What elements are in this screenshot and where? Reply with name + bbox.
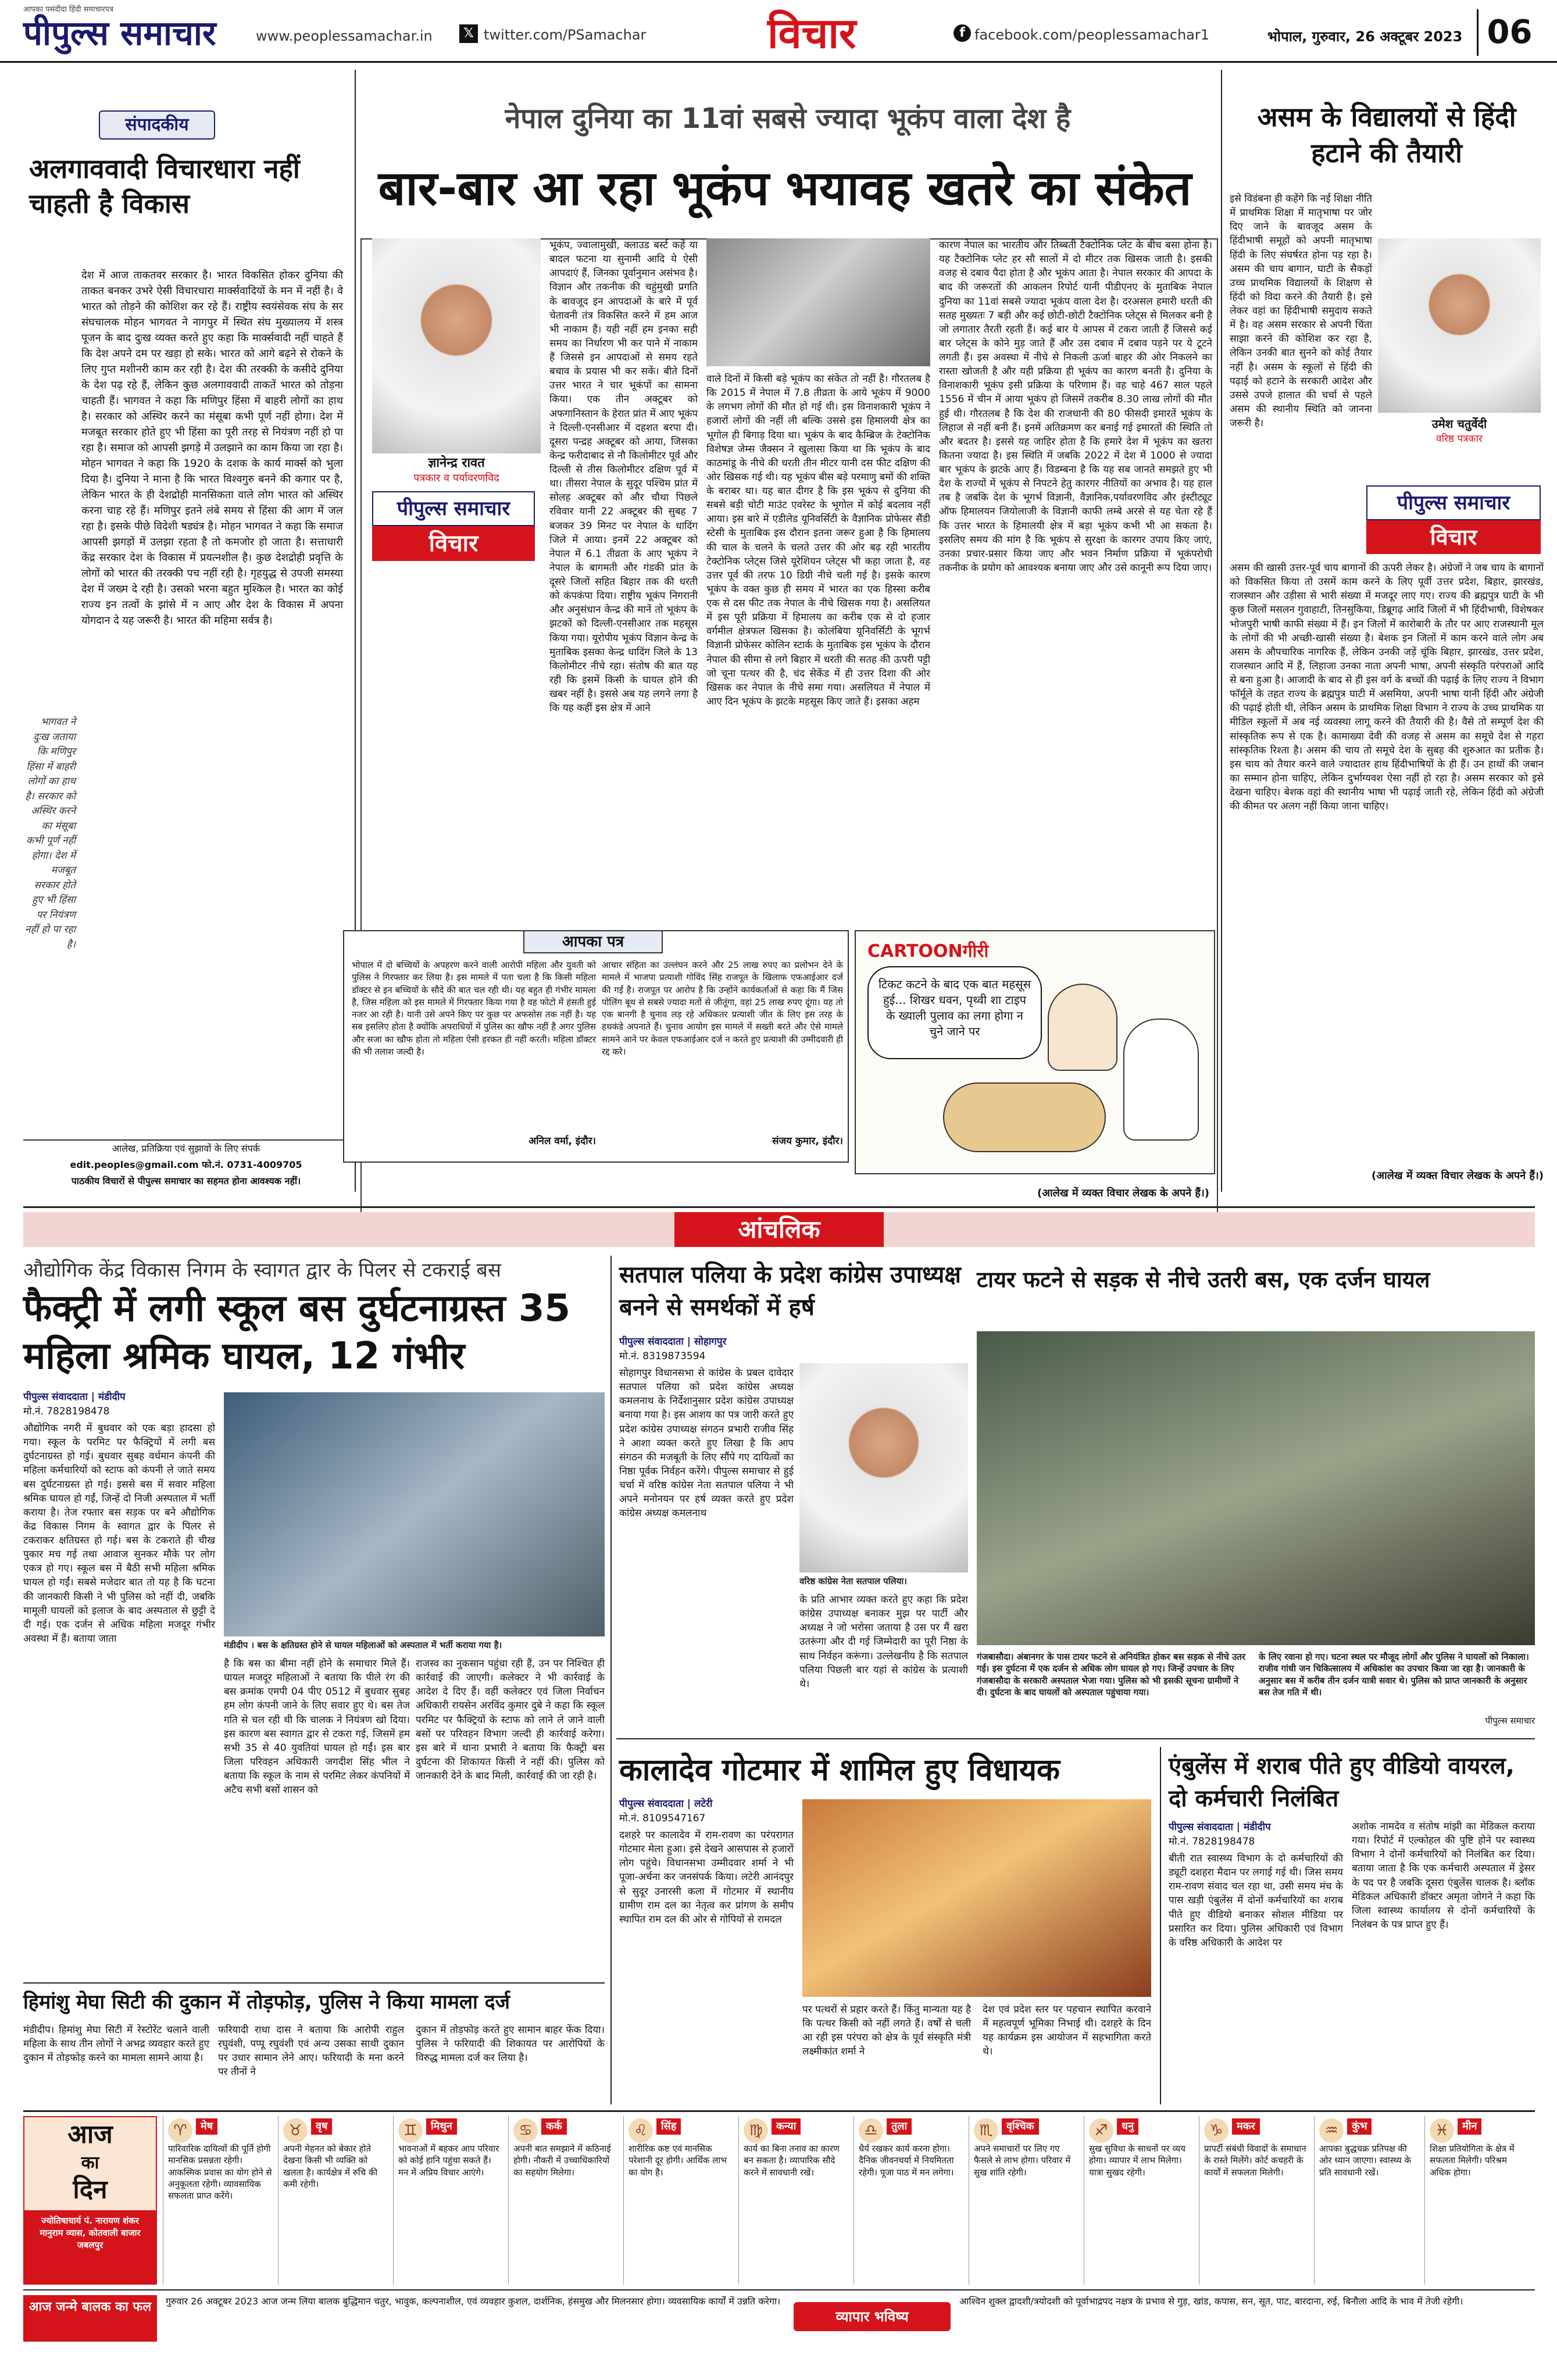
- regional-banner: [23, 1212, 1535, 1247]
- rashi-text: भावनाओं में बहकर आप परिवार को कोई हानि पहुंचा सकते हैं। मन में अप्रिय विचार आएंगे।: [398, 2143, 499, 2178]
- himanshu-col3: दुकान में तोड़फोड़ करते हुए सामान बाहर फेंक दिया। पुलिस ने फरियादी की शिकायत पर आरोपियों के विरुद्ध मामला दर्ज कर लिया है।: [416, 2024, 605, 2064]
- rashi-dhanu: [1084, 2116, 1199, 2285]
- rashi-text: शारीरिक कष्ट एवं मानसिक परेशानी दूर होगी। आर्थिक लाभ का योग है।: [628, 2143, 727, 2178]
- cancer-icon: ♋: [513, 2118, 538, 2143]
- earthquake-footnote: (आलेख में व्यक्त विचार लेखक के अपने हैं।): [1037, 1187, 1209, 1199]
- rashi-name: धनु: [1117, 2118, 1138, 2135]
- letter-2-signature: संजय कुमार, इंदौर।: [772, 1135, 843, 1147]
- kaladev-col2: पर पत्थरों से प्रहार करते हैं। किंतु मान्यता यह है कि पत्थर किसी को नहीं लगते हैं। वर्षों से चली आ रही इस परंपरा को क्षेत्र के पूर्व संस्कृति मंत्री लक्ष्मीकांत शर्मा ने: [802, 2004, 971, 2058]
- rashi-name: वृष: [311, 2118, 332, 2135]
- ambulance-headline: एंबुलेंस में शराब पीते हुए वीडियो वायरल, दो कर्मचारी निलंबित: [1169, 1753, 1515, 1812]
- rashi-vrish: [278, 2116, 393, 2285]
- cartoon-sofa: [943, 1082, 1106, 1152]
- aries-icon: ♈: [168, 2118, 192, 2143]
- section-divider: [23, 1206, 1535, 1208]
- born-today-text: गुरुवार 26 अक्टूबर 2023 आज जन्म लिया बालक बुद्धिमान चतुर, भावुक, कल्पनाशील, एवं व्यवहार कुशल, दार्शनिक, हंसमुख और मिलनसार होगा। व्यवसायिक कार्यों में उन्नति करेगा।: [166, 2296, 781, 2307]
- taurus-icon: ♉: [283, 2118, 308, 2143]
- author-photo-gyanendra: [372, 238, 541, 453]
- contact-disclaimer: पाठकीय विचारों से पीपुल्स समाचार का सहमत होना आवश्यक नहीं।: [71, 1175, 301, 1187]
- business-forecast-text: आश्विन शुक्ल द्वादशी/त्रयोदशी को पूर्वाभाद्रपद नक्षत्र के प्रभाव से गुड़, खांड, कपास, सन, सूत, पाट, बारदाना, रुई, बिनौला आदि के भाव में तेजी रहेगी।: [959, 2296, 1463, 2307]
- earthquake-col1-text: भूकंप, ज्वालामुखी, क्लाउड बर्स्ट कहें या बादल फटना या सुनामी आदि ये ऐसी आपदाएं हैं, जिनका पूर्वानुमान असंभव है। विज्ञान और तकनीक की चहुंमुखी प्रगति के बावजूद इन आपदाओं के बारे में पूर्व चेतावनी तंत्र विकसित करने में हम आज भी नाकाम हैं। यही नहीं हम इनका सही समय का निर्धारण भी कर पाने में नाकाम हैं जिससे इन आपदाओं से समय रहते बचाव के प्रयास भी कर सकें। बीते दिनों उत्तर भारत ने चार भूकंपों का सामना किया। एक तीन अक्टूबर को अफगानिस्तान के हेरात प्रांत में आए भूकंप ने दिल्ली-एनसीआर में दहशत बरपा दी। दूसरा पन्द्रह अक्टूबर को आया, जिसका केन्द्र फरीदाबाद से नौ किलोमीटर पूर्व और दिल्ली से तीस किलोमीटर दक्षिण पूर्व में था। तीसरा नेपाल के सुदूर पश्चिम प्रांत में सोलह अक्टूबर को और चौथा पिछले रविवार यानी 22 अक्टूबर की सुबह 7 बजकर 39 मिनट पर नेपाल के धादिंग जिले में आया। इनमें 22 अक्टूबर को नेपाल में 6.1 तीव्रता के आए भूकंप ने नेपाल के बागमती और गंडकी प्रांत के दूसरे जिलों सहित बिहार तक की धरती को कंपकंपा दिया। राष्ट्रीय भूकंप निगरानी और अनुसंधान केन्द्र की मानें तो भूकंप के झटकों को दिल्ली-एनसीआर तक महसूस किया गया। यूरोपीय भूकंप विज्ञान केन्द्र के मुताबिक इसका केन्द्र धादिंग जिले के 13 किलोमीटर नीचे रहा। संतोष की बात यह रही कि इसमें किसी के घायल होने की खबर नहीं है। इससे अब यह लगने लगा है कि यह कहीं इस क्षेत्र में आने: [549, 240, 698, 714]
- capricorn-icon: ♑: [1204, 2118, 1229, 2143]
- rashi-name: कुंभ: [1347, 2118, 1372, 2135]
- bus-headline: फैक्ट्री में लगी स्कूल बस दुर्घटनाग्रस्त 35 महिला श्रमिक घायल, 12 गंभीर: [23, 1287, 570, 1378]
- section-title: विचार: [767, 8, 856, 58]
- kaladev-col3: देश एवं प्रदेश स्तर पर पहचान स्थापित करवाने में महत्वपूर्ण भूमिका निभाई थी। दशहरे के दिन यह कार्यक्रम इस आयोजन में सहभागिता करते थे।: [983, 2004, 1151, 2058]
- column-rule: [1221, 70, 1222, 1192]
- letter-1-signature: अनिल वर्मा, इंदौर।: [528, 1135, 596, 1147]
- earthquake-text-col2: वाले दिनों में किसी बड़े भूकंप का संकेत तो नहीं है। गौरतलब है कि 2015 में नेपाल में 7.8 तीव्रता के आये भूकंप में 9000 के लगभग लोगों की मौत हो गई थी। इस विनाशकारी भूकंप ने हजारों लोगों की नहीं ली बल्कि उससे इस हिमालयी क्षेत्र का भूगोल ही बिगाड़ दिया था। भूकंप के बाद कैम्ब्रिज के टेक्टोनिक विशेषज्ञ जेम्स जैक्सन ने खुलासा किया था कि भूकंप के बाद काठमांडू के नीचे की धरती तीन मीटर यानी दस फीट दक्षिण की ओर खिसक गई थी। यह भूकंप बीस बड़े परमाणु बमों की शक्ति के बराबर था। यह बात दीगर है कि इस भूकंप से दुनिया की सबसे बड़ी चोटी माउंट एवरेस्ट के भूगोल में कोई बदलाव नहीं आया। इस बारे में एडीलेड यूनिवर्सिटी के वैज्ञानिक प्रोफेसर सैंडी स्टेसी के मुताबिक इस दौरान इतना जरूर हुआ है कि हिमालय की चाल के चलने के चलते उत्तर की ओर बढ़ रही भारतीय टेक्टोनिक प्लेट्स जिसे यूरेशियन प्लेट्स भी कहा जाता है, वह उत्तर पूर्व की तरफ 10 डिग्री नीचे चली गई है। इसके कारण भूकंप के वक्त कुछ ही समय में भारत का एक हिस्सा करीब एक से दस फीट तक नेपाल के नीचे खिसक गया है। असलियत में इस पूरी प्रक्रिया में हिमालय का करीब एक से दो हजार वर्गमील क्षेत्रफल खिसका है। कोलंबिया यूनिवर्सिटी के भूगर्भ विज्ञानी प्रोफेसर कोलिन स्टार्क के मुताबिक इस भूकंप के दौरान नेपाल की सीमा से लगे बिहार में धरती की सतह की ऊपरी पट्टी जो चूना पत्थर की है, चंद सेकेंड में ही उत्तर दिशा की ओर खिसक कर नेपाल के नीचे समा गया। असलियत में नेपाल में आए दिन भूकंप के झटके महसूस किए जाते हैं। इसका अहम: [706, 373, 930, 707]
- column-rule: [610, 1256, 612, 2104]
- x-twitter-icon: 𝕏: [459, 24, 478, 43]
- ambulance-body: बीती रात स्वास्थ्य विभाग के दो कर्मचारियों की ड्यूटी दशहरा मैदान पर लगाई गई थी। जिस समय राम-रावण संवाद चल रहा था, उसी समय मंच के पास खड़ी एंबुलेंस में दोनों कर्मचारियों का शराब पीते हुए वीडियो बनाकर सोशल मीडिया पर प्रसारित कर दिया। पुलिस अधिकारी एवं विभाग के वरिष्ठ अधिकारी के आदेश पर: [1169, 1853, 1343, 1949]
- letters-title: आपका पत्र: [523, 930, 663, 953]
- assam-badge-logo: [1366, 485, 1541, 520]
- rashi-meen: [1424, 2116, 1535, 2285]
- page-number: 06: [1477, 9, 1541, 56]
- editorial-pullquote: भागवत ने दुःख जताया कि मणिपुर हिंसा में बाहरी लोगों का हाथ है। सरकार को अस्थिर करने का मंसूबा कभी पूर्ण नहीं होगा। देश में मजबूत सरकार होते हुए भी हिंसा पर नियंत्रण नहीं हो पा रहा है।: [25, 716, 76, 950]
- earthquake-text-col3: कारण नेपाल का भारतीय और तिब्बती टैक्टोनिक प्लेट के बीच बसा होना है। यह टैक्टोनिक प्लेट हर सौ सालों में दो मीटर तक खिसक जाती है। इसकी वजह से दबाव पैदा होता है और भूकंप आता है। नेपाल सरकार की आपदा के बाद की जरूरतों की आकलन रिपोर्ट यानी पीडीएनए के मुताबिक नेपाल दुनिया का 11वां सबसे ज्यादा भूकंप वाला देश है। दरअसल हमारी धरती की सतह मुख्यतः 7 बड़ी और कई छोटी-छोटी टैक्टोनिक प्लेट्स से मिलकर बनी है जो लगातार तैरती रहती हैं। कई बार ये आपस में टकरा जाती हैं जिससे कई बार प्लेट्स के कोने मुड़ जाते हैं और उस दबाव में दबाव पड़ने पर ये टूटने लगती हैं। इस अवस्था में नीचे से निकली ऊर्जा बाहर की ओर निकलने का रास्ता खोजती है और यही प्रक्रिया ही भूकंप का कारण बनती है। दुनिया के विनाशकारी भूकंप इसी प्रक्रिया के परिणाम हैं। वह चाहे 467 साल पहले 1556 में चीन में आया भूकंप हो जिसमें तकरीब 8.30 लाख लोगों की मौत हुई थी। गौरतलब है कि देश की राजधानी की 80 फीसदी इमारतें भूकंप के लिहाज से नहीं बनी हैं। इनमें अतिक्रमण कर बनाई गई इमारतों की स्थिति तो और बदतर है। इससे यह जाहिर होता है कि हमारे देश में भूकंप का खतरा कितना ज्यादा है। इस स्थिति में जबकि 2022 में देश में 1000 से ज्यादा बार भूकंप के झटके आए हैं। विडम्बना है कि यह सब जानते समझते हुए भी देश के राज्यों में भूकंप से निपटने हेतु कारगर नीतियों का अभाव है। यह हाल तब है जबकि देश के भूगर्भ विज्ञानी, वैज्ञानिक,पर्यावरणविद और इंस्टीट्यूट ऑफ हिमालयन जियोलाजी के विज्ञानी काफी लम्बे अरसे से यह चेता रहे हैं कि उत्तर भारत के हिमालयी क्षेत्र में बड़ा भूकंप कभी भी आ सकता है। इसलिए समय की मांग है कि भूकंप से सुरक्षा के कारगर उपाय किए जाएं, उनका प्रचार-प्रसार किया जाए और भवन निर्माण प्रक्रिया में भूकंपरोधी तकनीक के प्रयोग को आवश्यक बनाया जाए और उसे कानूनी रूप दिया जाए।: [939, 240, 1212, 574]
- rashifal-title-box: [23, 2116, 157, 2285]
- rashi-text: अपने समाचारों पर लिए गए फैसले से लाभ होगा। परिवार में सुख शांति रहेगी।: [974, 2143, 1071, 2178]
- rashi-name: कर्क: [541, 2118, 567, 2135]
- satpal-mobile: मो.नं. 8319873594: [619, 1350, 706, 1362]
- satpal-headline: सतपाल पलिया के प्रदेश कांग्रेस उपाध्यक्ष बनने से समर्थकों में हर्ष: [619, 1262, 961, 1321]
- kaladev-headline: कालादेव गोटमार में शामिल हुए विधायक: [619, 1753, 1060, 1788]
- rashi-kanya: [738, 2116, 854, 2285]
- earthquake-kicker: नेपाल दुनिया का 11वां सबसे ज्यादा भूकंप वाला देश है: [505, 102, 1071, 135]
- facebook-icon: f: [954, 24, 971, 42]
- logo: पीपुल्स समाचार: [23, 13, 216, 53]
- bus-text-col2: है कि बस का बीमा नहीं होने के समाचार मिले हैं। घायल मजदूर महिलाओं ने बताया कि पीले रंग की बस क्रमांक एमपी 04 पीए 0512 में बुधवार सुबह हम लोग कंपनी जाने के लिए सवार हुए थे। बस तेज गति से चल रही थी कि चालक ने नियंत्रण खो दिया। इस कारण बस स्वागत द्वार से टकरा गई, जिसमें हम सभी 35 से 40 युवतियां घायल हो गईं। इस बार जिला परिवहन अधिकारी जगदीश सिंह भील ने बताया कि स्कूल के नाम से परमिट लेकर कंपनियों में अटैच सभी बसों शासन को: [224, 1658, 410, 1796]
- earthquake-badge-section: विचार: [372, 526, 535, 561]
- author-photo-umesh: [1378, 238, 1541, 413]
- rashifal-title-ka: का: [81, 2153, 99, 2173]
- rashi-text: धैर्य रखकर कार्य करना होगा। दैनिक जीवनचर्या में नियमितता रहेगी। पूजा पाठ में मन लगेगा।: [859, 2143, 954, 2178]
- letter-2: आचार संहिता का उल्लंघन करने और 25 लाख रुपए का प्रलोभन देने के मामले में भाजपा प्रत्याशी गोविंद सिंह राजपूत के खिलाफ एफआईआर दर्ज की गई है। राजपूत पर आरोप है कि उन्होंने कार्यकर्ताओं से कहा कि मैं जिस पोलिंग बूथ से सबसे ज्यादा मतों से जीतूंगा, वहां 25 लाख रुपए दूंगा। यह तो एक बानगी है चुनाव लड़ रहे अधिकतर प्रत्याशी जीत के लिए इस तरह के हथकंडे अपनाते हैं। चुनाव आयोग इस मामले में सख्ती बरते और ऐसे मामले सामने आने पर केवल एफआईआर दर्ज न करते हुए प्रत्याशी की उम्मीदवारी ही रद्द करे।: [602, 960, 843, 1057]
- rashi-name: मिथुन: [426, 2118, 457, 2135]
- rashi-vrishchik: [969, 2116, 1084, 2285]
- libra-icon: ♎: [859, 2118, 883, 2143]
- assam-body: असम की खासी उत्तर-पूर्व चाय बागानों की ऊपरी लेकर है। अंग्रेजों ने जब चाय के बागानों को विकसित किया तो उसमें काम करने के लिए पूर्वी उत्तर प्रदेश, बिहार, झारखंड, राजस्थान और उड़ीसा से भारी संख्या में मजदूर लाए गए। राज्य की ब्रह्मपुत्र घाटी के भी कुछ जिलों मसलन गुवाहाटी, तिनसुकिया, डिब्रूगढ़ आदि जिलों में भी हिंदीभाषी, विशेषकर भोजपुरी भाषी काफी संख्या में हैं। इन जिलों में कारोबारी के तौर पर आए राजस्थानी मूल के लोगों की भी अच्छी-खासी संख्या है। बेशक इन जिलों में काम करने वाले लोग अब असम के औपचारिक नागरिक हैं, लेकिन उनकी जड़ें चूंकि बिहार, झारखंड, उत्तर प्रदेश, राजस्थान आदि में हैं, लिहाजा उनका नाता अपनी भाषा, अपनी संस्कृति परंपराओं आदि से बना हुआ है। आजादी के बाद से ही इस वर्ग के बच्चों की पढ़ाई के लिए राज्य ने विभाग फॉर्मूले के तहत राज्य के ब्रह्मपुत्र घाटी में असमिया, अपनी भाषा यानी हिंदी और अंग्रेजी की पढ़ाई होती थी, लेकिन असम के प्राथमिक शिक्षा विभाग ने राज्य के उच्च प्राथमिक या मीडिल स्कूलों में अब नई व्यवस्था लागू करने की तैयारी की है। वैसे तो सम्पूर्ण देश की सांस्कृतिक रूप से एक है। कामाख्या देवी की वजह से असम का समूचे देश से गहरा सांस्कृतिक रिश्ता है। असम की चाय तो समूचे देश के सुबह की शुरुआत का प्रतीक है। इस चाय को तैयार करने वाले ज्यादातर हाथ हिंदीभाषियों के ही हैं। उन हाथों की जबान का सम्मान होना चाहिए, लेकिन दुर्भाग्यवश ऐसा नहीं हो रहा है। असम सरकार को इसे देखना चाहिए। बेशक वहां की स्थानीय भाषा भी पढ़ाई जाती रहे, लेकिन हिंदी को अंग्रेजी की कीमत पर अलग नहीं किया जाना चाहिए।: [1230, 562, 1544, 813]
- cartoon-speech-bubble: टिकट कटने के बाद एक बात महसूस हुई... शिखर धवन, पृथ्वी शा टाइप के ख्याली पुलाव का लगा होगा न चुने जाने पर: [867, 966, 1042, 1059]
- rashi-name: मेष: [196, 2118, 217, 2135]
- rashi-name: वृश्चिक: [1002, 2118, 1039, 2135]
- kaladev-body: दशहरे पर कालादेव में राम-रावण का परंपरागत गोटमार मेला हुआ। इसे देखने आसपास से हजारों लोग पहुंचे। विधानसभा उम्मीदवार शर्मा ने भी पूजा-अर्चना कर जनसंपर्क किया। लटेरी आनंदपुर से सुदूर उनारसी कला में गोटमार में स्थानीय ग्रामीण राम दल का नेतृत्व कर प्रांगण के समीप स्थापित राम दल की ओर से गोपियों से रामदल: [619, 1829, 794, 1925]
- tyre-caption-left: गंजबासौदा। अंबानगर के पास टायर फटने से अनियंत्रित होकर बस सड़क से नीचे उतर गई। इस दुर्घटना में एक दर्जन से अधिक लोग घायल हो गए। जिन्हें उपचार के लिए गंजबासौदा के सरकारी अस्पताल भेजा गया। पुलिस को भी इसकी सूचना ग्रामीणों ने दी। दुर्घटना के बाद घायलों को अस्पताल पहुंचाया गया।: [977, 1652, 1245, 1698]
- rashi-singh: [623, 2116, 738, 2285]
- editorial-section: [23, 70, 349, 1235]
- bus-hospital-photo: [224, 1392, 605, 1636]
- pisces-icon: ♓: [1430, 2118, 1454, 2143]
- column-rule: [1160, 1747, 1161, 2104]
- cartoon-box: [855, 930, 1215, 1174]
- ambulance-byline: पीपुल्स संवाददाता | मंडीदीप: [1169, 1821, 1271, 1833]
- section-divider: [23, 2110, 1535, 2112]
- bus-photo-caption: मंडीदीप । बस के क्षतिग्रस्त होने से घायल महिलाओं को अस्पताल में भर्ती कराया गया है।: [224, 1640, 502, 1650]
- ambulance-mobile: मो.नं. 7828198478: [1169, 1836, 1255, 1847]
- himanshu-col2: फरियादी राधा दास ने बताया कि आरोपी राहुल रघुवंशी, पप्पू रघुवंशी एवं अन्य उसका साथी दुकान पर उधार सामान लेने आए। फरियादी के मना करने पर तीनों ने: [218, 2024, 404, 2078]
- rashi-name: सिंह: [656, 2118, 681, 2135]
- business-forecast-label: व्यापार भविष्य: [794, 2302, 951, 2331]
- tyre-caption-right: के लिए रवाना हो गए। घटना स्थल पर मौजूद लोगों और पुलिस ने घायलों को निकाला। राजीव गांधी जन चिकित्सालय में अधिकांश का उपचार किया जा रहा है। जानकारी के अनुसार बस में करीब तीन दर्जन यात्री सवार थे। पुलिस को प्राप्त जानकारी के अनुसार बस तेज गति में थी।: [1259, 1652, 1529, 1698]
- assam-headline: असम के विद्यालयों से हिंदी हटाने की तैयारी: [1257, 101, 1516, 169]
- editorial-contact-box: [23, 1139, 349, 1192]
- cartoon-figure-left: [1048, 984, 1117, 1071]
- rashi-name: कन्या: [772, 2118, 801, 2135]
- tyre-bus-photo: [977, 1331, 1535, 1645]
- earthquake-badge-logo: [372, 491, 535, 526]
- rashi-name: मकर: [1232, 2118, 1260, 2135]
- himanshu-body: मंडीदीप। हिमांशु मेघा सिटी में रेस्टोरेंट चलाने वाली महिला के साथ तीन लोगों ने अभद्र व्यवहार करते हुए दुकान में तोड़फोड़ करने का मामला सामने आया है।: [23, 2024, 209, 2064]
- rashi-text: अपनी बात समझाने में कठिनाई होगी। नौकरी में उच्चाधिकारियों का सहयोग मिलेगा।: [513, 2143, 611, 2178]
- rashi-text: आपका बुद्धचक्र प्रतिपक्ष की ओर ध्यान जाएगा। स्वास्थ्य के प्रति सावधानी रखें।: [1319, 2143, 1412, 2178]
- rashifal-title-din: दिन: [73, 2175, 108, 2204]
- rashi-kumbh: [1314, 2116, 1424, 2285]
- bus-kicker: औद्योगिक केंद्र विकास निगम के स्वागत द्वार के पिलर से टकराई बस: [23, 1259, 501, 1282]
- ambulance-col2: अशोक नामदेव व संतोष मांझी का मेडिकल कराया गया। रिपोर्ट में एल्कोहल की पुष्टि होने पर स्वास्थ्य विभाग ने दोनों कर्मचारियों को निलंबित कर दिया। बताया जाता है कि एक कर्मचारी अस्पताल में ड्रेसर के पद पर है जबकि दूसरा एंबुलेंस चालक है। ब्लॉक मेडिकल अधिकारी डॉक्टर अमृता जोगने ने कहा कि जिला स्वास्थ्य कार्यालय से दोनों कर्मचारियों के निलंबन के पत्र प्राप्त हुए हैं।: [1352, 1821, 1535, 1931]
- rashi-text: अपनी मेहनत को बेकार होते देखना किसी भी व्यक्ति को खलता है। कार्यक्षेत्र में रुचि की कमी रहेगी।: [283, 2143, 378, 2189]
- editorial-headline: अलगाववादी विचारधारा नहीं चाहती है विकास: [29, 153, 300, 219]
- aquarius-icon: ♒: [1319, 2118, 1344, 2143]
- earthquake-author-role: पत्रकार व पर्यावरणविद: [413, 472, 499, 484]
- footer-rule: [23, 2289, 1535, 2290]
- editorial-body: देश में आज ताकतवर सरकार है। भारत विकसित होकर दुनिया की ताकत बनकर उभरे ऐसी विचारधारा मार्क्सवादियों के मन में नहीं है। वे भारत को तोड़ने की कोशिश कर रहे हैं। राष्ट्रीय स्वयंसेवक संघ के सर संघचालक मोहन भागवत ने नागपुर में स्थित संघ मुख्यालय में शस्त्र पूजन के बाद दुःख व्यक्त करते हुए कहा कि मार्क्सवादी नहीं चाहते हैं कि देश अपने दम पर खड़ा हो सके। भारत को आगे बढ़ने से रोकने के लिए गुप्त मशीनरी काम कर रही है। देश की तरक्की के कसीदे दुनिया के देश पढ़ रहे हैं, लेकिन कुछ अलगाववादी ताकतें भारत को तोड़ना चाहती हैं। भागवत ने कहा कि मणिपुर हिंसा में बाहरी लोगों का हाथ है। सरकार को अस्थिर करने का मंसूबा कभी पूर्ण नहीं होगा। देश में मजबूत सरकार होते हुए भी हिंसा का पूरी तरह से नियंत्रण नहीं हो पा रहा है। समाज को आपसी झगड़े में उलझाने का काम किया जा रहा है। मोहन भागवत ने कहा कि 1920 के दशक के कार्य मार्क्स को भुला दिया है। दुनिया ने माना है कि भारत विश्वगुरु बनने की कगार पर है, लेकिन भारत के ही देशद्रोही मानसिकता वाले लोग भारत को अस्थिर करना चाह रहे हैं। मणिपुर इतने लंबे समय से हिंसा की आग में जल रहा है। इसके पीछे विदेशी षड्यंत्र है। मोहन भागवत ने कहा कि समाज आपसी झगड़ों में उलझा रहता है तो कमजोर हो जाता है। सत्ताधारी केंद्र सरकार देश के विकास में प्रयत्नशील है। कुछ देशद्रोही प्रवृत्ति के लोगों को भारत की तरक्की पच नहीं रही है। गृहयुद्ध से उपजी समस्या देश में जख्म दे रही है। उसको भरना बहुत मुश्किल है। भारत का कोई राज्य इन तत्वों के झांसे में न आए और देश के विकास में अपना योगदान दे यह जरूरी है। भारत की महिमा सर्वत्र है।: [81, 269, 343, 627]
- section-rule: [616, 1738, 1535, 1739]
- kaladev-festival-photo: [802, 1799, 1151, 1997]
- bus-text-col3: राजस्व का नुकसान पहुंचा रही हैं, उन पर निश्चित ही कार्रवाई की जाएगी। कलेक्टर ने भी कार्रवाई के आदेश दे दिए हैं। वहीं कलेक्टर एवं जिला निर्वाचन अधिकारी रायसेन अरविंद कुमार दुबे ने कहा कि स्कूल परमिट पर फैक्ट्रियों के स्टाफ को लाने ले जाने वाली बसों पर परिवहन विभाग जल्दी ही कार्रवाई करेगा। इस बारे में थाना प्रभारी ने बताया कि फैक्ट्री बस दुर्घटना की शिकायत किसी ने नहीं की। पुलिस को जानकारी देने के बाद मिली, कार्रवाई की जा रही है।: [416, 1658, 605, 1782]
- assam-footnote: (आलेख में व्यक्त विचार लेखक के अपने हैं।): [1372, 1170, 1544, 1182]
- rashi-tula: [854, 2116, 969, 2285]
- leo-icon: ♌: [628, 2118, 653, 2143]
- contact-email[interactable]: edit.peoples@gmail.com फो.नं. 0731-4009705: [70, 1159, 302, 1170]
- rashi-text: सुख सुविधा के साधनों पर व्यय होगा। व्यापार में लाभ मिलेगा। यात्रा सुखद रहेगी।: [1089, 2143, 1185, 2178]
- virgo-icon: ♍: [744, 2118, 768, 2143]
- bus-mobile: मो.नं. 7828198478: [23, 1406, 110, 1417]
- earthquake-headline: बार-बार आ रहा भूकंप भयावह खतरे का संकेत: [378, 161, 1192, 216]
- earthquake-text-col1a: [549, 238, 698, 714]
- twitter-link[interactable]: twitter.com/PSamachar: [484, 27, 647, 43]
- masthead-tagline: आपका पसंदीदा हिंदी समाचारपत्र: [23, 5, 114, 14]
- rashi-makar: [1199, 2116, 1314, 2285]
- kaladev-mobile: मो.नं. 8109547167: [619, 1813, 706, 1824]
- rashi-text: प्रापर्टी संबंधी विवादों के समाधान के रास्ते मिलेंगे। कोर्ट कचहरी के कार्यों में सफलता मिलेगी।: [1204, 2143, 1306, 2178]
- assam-intro: इसे विडंबना ही कहेंगे कि नई शिक्षा नीति में प्राथमिक शिक्षा में मातृभाषा पर जोर दिए जाने के बावजूद असम के हिंदीभाषी समूहों को अपनी मातृभाषा हिंदी के लिए संघर्षरत होना पड़ रहा है। असम की चाय बागान, घाटी के सैकड़ों उच्च प्राथमिक विद्यालयों के शिक्षण से हिंदी को विदा करने की तैयारी है। इसे लेकर वहां का हिंदीभाषी समुदाय सकते में है। वह असम सरकार से अपनी चिंता साझा करने की कोशिश कर रहा है, लेकिन उनकी बात सुनने को कोई तैयार नहीं है। असम के स्कूलों से हिंदी की पढ़ाई को हटाने के सरकारी आदेश और उससे उपजे हालात की चर्चा से पहले असम की स्थानीय स्थिति को जानना जरूरी है।: [1230, 193, 1372, 429]
- bus-body: औद्योगिक नगरी में बुधवार को एक बड़ा हादसा हो गया। स्कूल के परमिट पर फैक्ट्रियों में लगी बस दुर्घटनाग्रस्त हो गई। बुधवार सुबह वर्धमान कंपनी की महिला कर्मचारियों को स्टाफ को कंपनी ले जाते समय बस दुर्घटनाग्रस्त हो गई। इससे बस में सवार महिला श्रमिक घायल हो गईं, जिन्हें दो निजी अस्पताल में भर्ती कराया है। तेज रफ्तार बस सड़क पर बने औद्योगिक केंद्र विकास निगम के स्वागत द्वार के पिलर से टकराकर क्षतिग्रस्त हो गई। बस के टकराते ही चीख पुकार मच गई तथा आवाज सुनकर मौके पर लोग एकत्र हो गए। स्कूल बस में बैठी सभी महिला श्रमिक घायल हो गईं। सबसे मजेदार बात तो यह है कि घटना की जानकारी किसी ने भी पुलिस को नहीं दी, जबकि मामूली घायलों को इलाज के बाद अस्पताल से छुट्टी दे दी गई। एक दर्जन से अधिक महिला मजदूर गंभीर अवस्था में हैं। बताया जाता: [23, 1423, 215, 1645]
- assam-author-role: वरिष्ठ पत्रकार: [1436, 433, 1483, 445]
- badge-logo-text: पीपुल्स समाचार: [397, 497, 510, 520]
- kaladev-byline: पीपुल्स संवाददाता | लटेरी: [619, 1798, 713, 1810]
- satpal-col2: के प्रति आभार व्यक्त करते हुए कहा कि प्रदेश कांग्रेस उपाध्यक्ष बनाकर मुझ पर पार्टी और अध्यक्ष ने जो भरोसा जताया है उस पर मैं खरा उतरूंगा और दी गई जिम्मेदारी का पूरी निष्ठा के साथ निर्वहन करूंगा। उल्लेखनीय है कि सतपाल पलिया पिछली बार यहां से कांग्रेस के प्रत्याशी थे।: [799, 1594, 968, 1690]
- gemini-icon: ♊: [398, 2118, 423, 2143]
- rashi-text: शिक्षा प्रतियोगिता के क्षेत्र में सफलता मिलेगी। परिश्रम अधिक होगा।: [1430, 2143, 1515, 2178]
- dateline: भोपाल, गुरुवार, 26 अक्टूबर 2023: [1267, 28, 1463, 45]
- tyre-credit: पीपुल्स समाचार: [1485, 1716, 1535, 1726]
- rashifal-astrologer: ज्योतिषाचार्य पं. नारायण शंकर मानुराम व्यास, कोतवाली बाजार जबलपुर: [24, 2210, 156, 2283]
- badge-logo-text: पीपुल्स समाचार: [1397, 491, 1510, 514]
- rashifal-title-aaj: आज: [67, 2120, 113, 2149]
- rashi-name: तुला: [887, 2118, 912, 2135]
- cartoon-figure-right: [1123, 1019, 1199, 1141]
- rashi-name: मीन: [1458, 2118, 1481, 2135]
- rashi-mithun: [393, 2116, 508, 2285]
- assam-badge-section: विचार: [1366, 520, 1541, 554]
- sagittarius-icon: ♐: [1089, 2118, 1113, 2143]
- rashi-text: कार्य का बिना तनाव का कारण बन सकता है। व्यापारिक सौदे करने में सावधानी रखें।: [744, 2143, 840, 2178]
- rashi-mesh: [163, 2116, 278, 2285]
- letter-1: भोपाल में दो बच्चियों के अपहरण करने वाली आरोपी महिला और युवती को पुलिस ने गिरफ्तार कर लिया है। इस मामले में पता चला है कि किसी महिला डॉक्टर से इन बच्चियों के सौदे की बात चल रही थी। यह बहुत ही गंभीर मामला है, जिस महिला को इस मामले में गिरफ्तार किया गया है वह फोटो में हंसती हुई नजर आ रही है। यानी उसे अपने किए पर कुछ पर अफसोस तक नहीं है। यह सब इसलिए होता है क्योंकि अपराधियों में पुलिस का खौफ नहीं है अगर पुलिस और सजा का खौफ होता तो महिला ऐसी हरकत ही नहीं करती। महिला डॉक्टर की भी तलाश जल्दी है।: [352, 960, 596, 1057]
- section-rule: [23, 1982, 605, 1984]
- regional-title: आंचलिक: [674, 1212, 884, 1247]
- bus-byline: पीपुल्स संवाददाता | मंडीदीप: [23, 1391, 126, 1403]
- facebook-link[interactable]: facebook.com/peoplessamachar1: [974, 27, 1209, 43]
- tyre-headline: टायर फटने से सड़क से नीचे उतरी बस, एक दर्जन घायल: [977, 1267, 1430, 1292]
- rashi-text: पारिवारिक दायित्वों की पूर्ति होगी मानसिक प्रसन्नता रहेगी। आकस्मिक प्रवास का योग होने से अनुकूलता रहेगी। व्यावसायिक सफलता प्राप्त करेंगे।: [168, 2143, 272, 2201]
- satpal-photo: [799, 1363, 968, 1573]
- cartoon-title: CARTOONगीरी: [867, 941, 989, 962]
- born-today-label: आज जन्मे बालक का फल: [23, 2295, 157, 2342]
- satpal-byline: पीपुल्स संवाददाता | सोहागपुर: [619, 1336, 727, 1348]
- assam-author-name: उमेश चतुर्वेदी: [1431, 417, 1487, 431]
- masthead: [0, 0, 1557, 63]
- rashi-kark: [508, 2116, 623, 2285]
- himanshu-headline: हिमांशु मेघा सिटी की दुकान में तोड़फोड़, पुलिस ने किया मामला दर्ज: [23, 1991, 510, 2014]
- contact-label: आलेख, प्रतिक्रिया एवं सुझावों के लिए संपर्क: [112, 1143, 260, 1154]
- earthquake-rubble-photo: [706, 238, 930, 366]
- satpal-photo-caption: वरिष्ठ कांग्रेस नेता सतपाल पलिया।: [799, 1576, 907, 1586]
- website-link[interactable]: www.peoplessamachar.in: [256, 28, 433, 44]
- satpal-body: सोहागपुर विधानसभा से कांग्रेस के प्रबल दावेदार सतपाल पलिया को प्रदेश कांग्रेस अध्यक्ष कमलनाथ के निर्देशानुसार प्रदेश कांग्रेस उपाध्यक्ष बनाया गया है। इस आशय का पत्र जारी करते हुए प्रदेश कांग्रेस उपाध्यक्ष संगठन प्रभारी राजीव सिंह ने आशा व्यक्त करते हुए लिखा है कि आप संगठन की मजबूती के लिए सौंपे गए दायित्वों का निष्ठा पूर्वक निर्वहन करेंगे। पीपुल्स समाचार से हुई चर्चा में वरिष्ठ कांग्रेस नेता सतपाल पलिया ने भी अपने मनोनयन पर हर्ष व्यक्त करते हुए प्रदेश कांग्रेस अध्यक्ष कमलनाथ: [619, 1367, 794, 1520]
- editorial-tag: संपादकीय: [99, 110, 215, 140]
- scorpio-icon: ♏: [974, 2118, 998, 2143]
- earthquake-author-name: ज्ञानेन्द्र रावत: [428, 456, 485, 470]
